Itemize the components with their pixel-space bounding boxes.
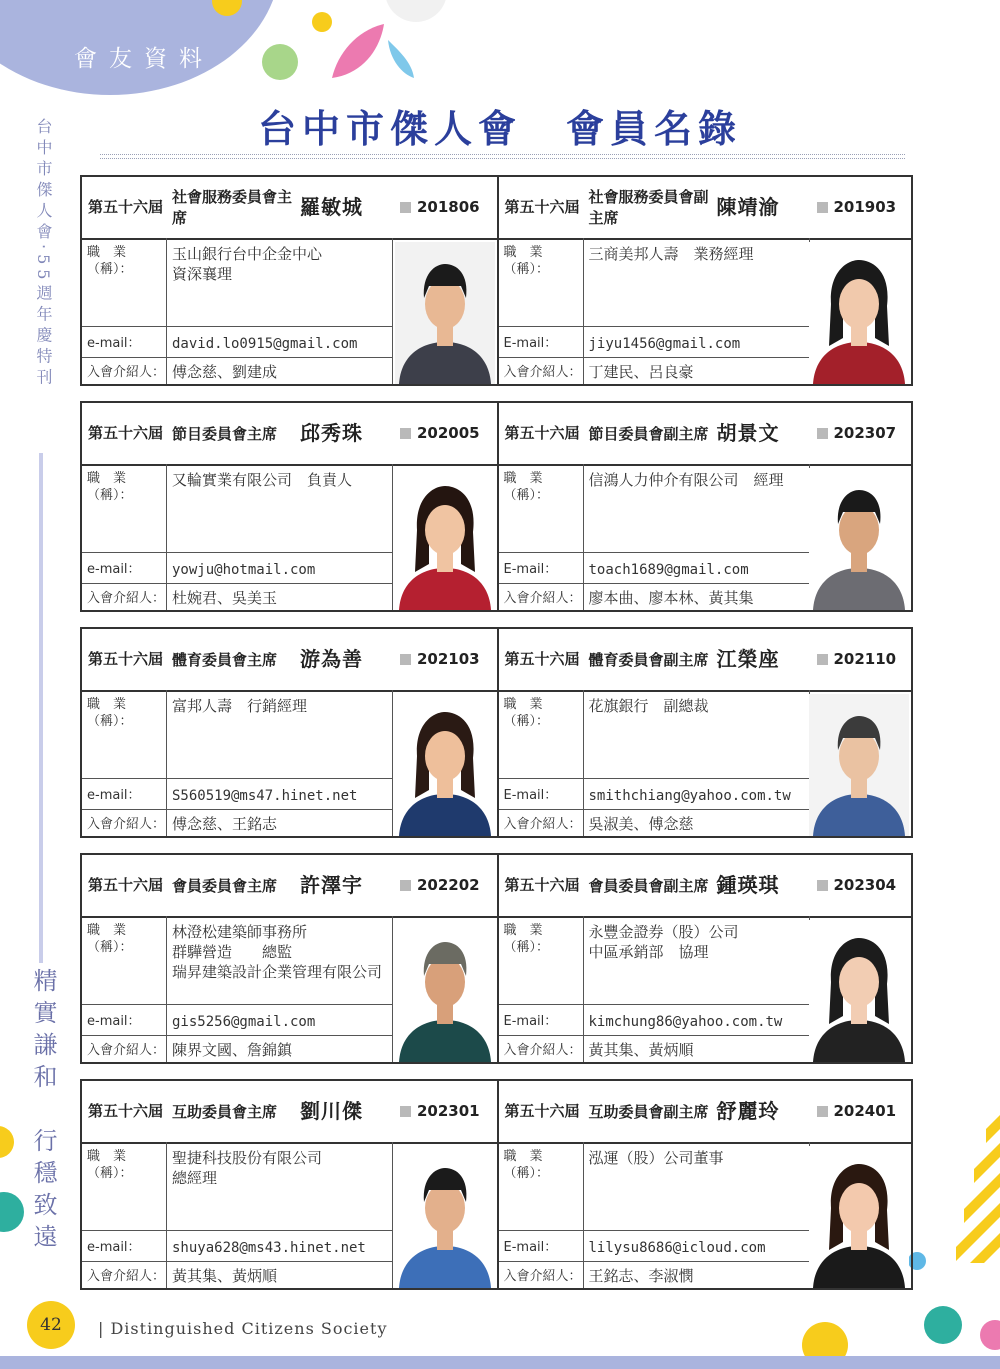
member-card-header (499, 855, 912, 918)
member-referrer: 廖本曲、廖本林、黃其集 (588, 589, 754, 607)
member-email[interactable]: smithchiang@yahoo.com.tw (588, 788, 791, 804)
photo-divider (392, 916, 393, 1062)
member-id: 202005 (400, 403, 480, 464)
member-id: 202307 (817, 403, 897, 464)
photo-divider (392, 238, 393, 384)
email-label: E-mail： (503, 562, 558, 577)
occupation-label: 職 業 （稱）： (87, 471, 133, 503)
member-term: 第五十六屆 (504, 650, 580, 668)
label-divider (583, 690, 584, 836)
member-row (80, 1079, 913, 1290)
member-occupation: 花旗銀行 副總裁 (588, 697, 709, 715)
member-id: 202304 (817, 855, 897, 916)
row-divider (499, 326, 809, 327)
member-position: 會員委員會副主席 (588, 876, 709, 895)
member-referrer: 杜婉君、吳美玉 (172, 589, 278, 607)
label-divider (166, 1142, 167, 1288)
label-divider (583, 916, 584, 1062)
member-row (80, 401, 913, 612)
member-name: 舒麗玲 (716, 1099, 780, 1123)
member-occupation: 泓運（股）公司董事 (588, 1149, 724, 1167)
member-photo (809, 468, 909, 610)
member-occupation: 永豐金證券（股）公司 中區承銷部 協理 (588, 923, 739, 961)
label-divider (583, 464, 584, 610)
member-occupation: 信鴻人力仲介有限公司 經理 (588, 471, 784, 489)
section-label: 會友資料 (74, 46, 214, 72)
member-email[interactable]: toach1689@gmail.com (588, 562, 749, 578)
member-card-header (82, 403, 497, 466)
member-referrer: 傅念慈、王銘志 (172, 815, 278, 833)
member-referrer: 黃其集、黃炳順 (172, 1267, 278, 1285)
member-position: 互助委員會主席 (172, 1102, 278, 1121)
pink-footer-dot-decoration (980, 1320, 1000, 1350)
member-email[interactable]: shuya628@ms43.hinet.net (172, 1240, 366, 1256)
email-label: e-mail： (87, 336, 141, 351)
label-divider (166, 238, 167, 384)
member-card (82, 403, 497, 610)
occupation-label: 職 業 （稱）： (503, 923, 550, 955)
member-occupation: 三商美邦人壽 業務經理 (588, 245, 754, 263)
email-label: E-mail： (503, 336, 558, 351)
member-id: 201903 (817, 177, 897, 238)
referrer-label: 入會介紹人： (87, 1269, 166, 1284)
row-divider (499, 552, 809, 553)
photo-divider (392, 690, 393, 836)
sidebar-top-text: 台中市傑人會‧55週年慶特刊 (34, 118, 53, 390)
member-card-body (82, 690, 497, 836)
member-photo (395, 468, 495, 610)
white-dot-decoration (385, 0, 447, 22)
email-label: e-mail： (87, 1240, 141, 1255)
footer-text: | Distinguished Citizens Society (98, 1319, 388, 1338)
member-id: 202202 (400, 855, 480, 916)
member-occupation: 林澄松建築師事務所 群驊營造 總監 瑞昇建築設計企業管理有限公司 (172, 923, 383, 981)
member-name: 陳靖渝 (716, 195, 780, 219)
photo-divider (392, 464, 393, 610)
member-id: 202301 (400, 1081, 480, 1142)
member-term: 第五十六屆 (504, 1102, 580, 1120)
referrer-label: 入會介紹人： (87, 1043, 166, 1058)
member-position: 節目委員會主席 (172, 424, 278, 443)
referrer-label: 入會介紹人： (87, 817, 166, 832)
occupation-label: 職 業 （稱）： (87, 1149, 133, 1181)
label-divider (583, 238, 584, 384)
referrer-label: 入會介紹人： (503, 591, 582, 606)
member-photo (395, 920, 495, 1062)
member-name: 劉川傑 (300, 1099, 363, 1123)
member-name: 游為善 (300, 647, 363, 671)
member-term: 第五十六屆 (88, 876, 164, 894)
title-divider (100, 154, 905, 159)
member-card (497, 855, 912, 1062)
member-email[interactable]: yowju@hotmail.com (172, 562, 316, 578)
member-row (80, 853, 913, 1064)
label-divider (166, 690, 167, 836)
member-email[interactable]: lilysu8686@icloud.com (588, 1240, 766, 1256)
member-card-header (82, 629, 497, 692)
page-title: 台中市傑人會 會員名錄 (257, 106, 742, 151)
yellow-half-dot-decoration (0, 1126, 14, 1158)
member-occupation: 富邦人壽 行銷經理 (172, 697, 308, 715)
member-directory (80, 175, 913, 1305)
member-card-header (82, 1081, 497, 1144)
member-card-header (499, 629, 912, 692)
row-divider (499, 778, 809, 779)
email-label: E-mail： (503, 1014, 558, 1029)
email-label: E-mail： (503, 788, 558, 803)
teal-half-dot-decoration (0, 1192, 24, 1232)
occupation-label: 職 業 （稱）： (87, 245, 133, 277)
member-position: 社會服務委員會副主席 (588, 188, 709, 227)
member-name: 邱秀珠 (300, 421, 363, 445)
email-label: E-mail： (503, 1240, 558, 1255)
teal-footer-dot-decoration (924, 1306, 962, 1344)
pink-petal-decoration (328, 22, 388, 82)
member-card-header (499, 1081, 912, 1144)
member-photo (809, 920, 909, 1062)
referrer-label: 入會介紹人： (503, 1043, 582, 1058)
member-name: 羅敏城 (300, 195, 363, 219)
member-row (80, 627, 913, 838)
member-term: 第五十六屆 (504, 198, 580, 216)
member-name: 江榮座 (716, 647, 780, 671)
occupation-label: 職 業 （稱）： (503, 697, 550, 729)
member-referrer: 丁建民、呂良豪 (588, 363, 694, 381)
member-card-body (499, 1142, 912, 1288)
member-email[interactable]: kimchung86@yahoo.com.tw (588, 1014, 783, 1030)
member-photo (395, 1146, 495, 1288)
member-position: 體育委員會主席 (172, 650, 278, 669)
member-position: 互助委員會副主席 (588, 1102, 709, 1121)
email-label: e-mail： (87, 1014, 141, 1029)
occupation-label: 職 業 （稱）： (503, 471, 550, 503)
row-divider (499, 1230, 809, 1231)
row-divider (499, 1004, 809, 1005)
row-divider (82, 1004, 392, 1005)
sidebar-divider (39, 453, 43, 963)
member-email[interactable]: david.lo0915@gmail.com (172, 336, 358, 352)
blue-petal-decoration (384, 38, 418, 80)
member-card-body (82, 1142, 497, 1288)
member-card (497, 629, 912, 836)
member-card (497, 1081, 912, 1288)
email-label: e-mail： (87, 562, 141, 577)
member-card-body (499, 464, 912, 610)
member-term: 第五十六屆 (504, 876, 580, 894)
member-card (82, 177, 497, 384)
member-id: 202110 (817, 629, 897, 690)
member-card (82, 855, 497, 1062)
member-term: 第五十六屆 (504, 424, 580, 442)
row-divider (82, 1230, 392, 1231)
member-card-body (499, 916, 912, 1062)
member-referrer: 黃其集、黃炳順 (588, 1041, 694, 1059)
member-occupation: 又輪實業有限公司 負責人 (172, 471, 353, 489)
occupation-label: 職 業 （稱）： (87, 923, 133, 955)
member-photo (809, 242, 909, 384)
member-photo (809, 694, 909, 836)
label-divider (166, 464, 167, 610)
member-term: 第五十六屆 (88, 1102, 164, 1120)
referrer-label: 入會介紹人： (503, 365, 582, 380)
member-position: 會員委員會主席 (172, 876, 278, 895)
row-divider (82, 552, 392, 553)
referrer-label: 入會介紹人： (87, 365, 166, 380)
member-name: 鍾瑛琪 (716, 873, 780, 897)
referrer-label: 入會介紹人： (503, 817, 582, 832)
member-name: 許澤宇 (300, 873, 363, 897)
member-card (82, 629, 497, 836)
member-card-header (499, 177, 912, 240)
member-card-body (82, 464, 497, 610)
member-card-header (499, 403, 912, 466)
yellow-stripes-decoration (950, 1115, 1000, 1265)
member-occupation: 玉山銀行台中企金中心 資深襄理 (172, 245, 323, 283)
email-label: e-mail： (87, 788, 141, 803)
member-name: 胡景文 (716, 421, 780, 445)
member-position: 社會服務委員會主席 (172, 188, 293, 227)
page-number: 42 (27, 1301, 75, 1349)
member-id: 202401 (817, 1081, 897, 1142)
referrer-label: 入會介紹人： (87, 591, 166, 606)
green-dot-decoration (262, 44, 298, 80)
sidebar-bottom-text: 精實謙和 行穩致遠 (29, 968, 57, 1256)
member-card-body (82, 238, 497, 384)
footer-bar (0, 1356, 1000, 1369)
member-referrer: 吳淑美、傅念慈 (588, 815, 694, 833)
member-occupation: 聖捷科技股份有限公司 總經理 (172, 1149, 323, 1187)
photo-divider (392, 1142, 393, 1288)
member-position: 節目委員會副主席 (588, 424, 709, 443)
label-divider (166, 916, 167, 1062)
member-term: 第五十六屆 (88, 650, 164, 668)
member-card-body (499, 238, 912, 384)
member-referrer: 陳界文國、詹錦鎮 (172, 1041, 293, 1059)
occupation-label: 職 業 （稱）： (503, 245, 550, 277)
label-divider (583, 1142, 584, 1288)
member-email[interactable]: jiyu1456@gmail.com (588, 336, 741, 352)
member-card-body (82, 916, 497, 1062)
member-email[interactable]: S560519@ms47.hinet.net (172, 788, 358, 804)
member-card (497, 177, 912, 384)
member-id: 202103 (400, 629, 480, 690)
member-photo (809, 1146, 909, 1288)
member-card-header (82, 855, 497, 918)
row-divider (82, 778, 392, 779)
member-term: 第五十六屆 (88, 424, 164, 442)
row-divider (82, 326, 392, 327)
occupation-label: 職 業 （稱）： (503, 1149, 550, 1181)
member-email[interactable]: gis5256@gmail.com (172, 1014, 316, 1030)
member-referrer: 傅念慈、劉建成 (172, 363, 278, 381)
member-referrer: 王銘志、李淑憫 (588, 1267, 694, 1285)
member-card-body (499, 690, 912, 836)
member-id: 201806 (400, 177, 480, 238)
member-row (80, 175, 913, 386)
member-card-header (82, 177, 497, 240)
member-photo (395, 694, 495, 836)
member-photo (395, 242, 495, 384)
occupation-label: 職 業 （稱）： (87, 697, 133, 729)
referrer-label: 入會介紹人： (503, 1269, 582, 1284)
member-card (82, 1081, 497, 1288)
member-position: 體育委員會副主席 (588, 650, 709, 669)
member-term: 第五十六屆 (88, 198, 164, 216)
member-card (497, 403, 912, 610)
